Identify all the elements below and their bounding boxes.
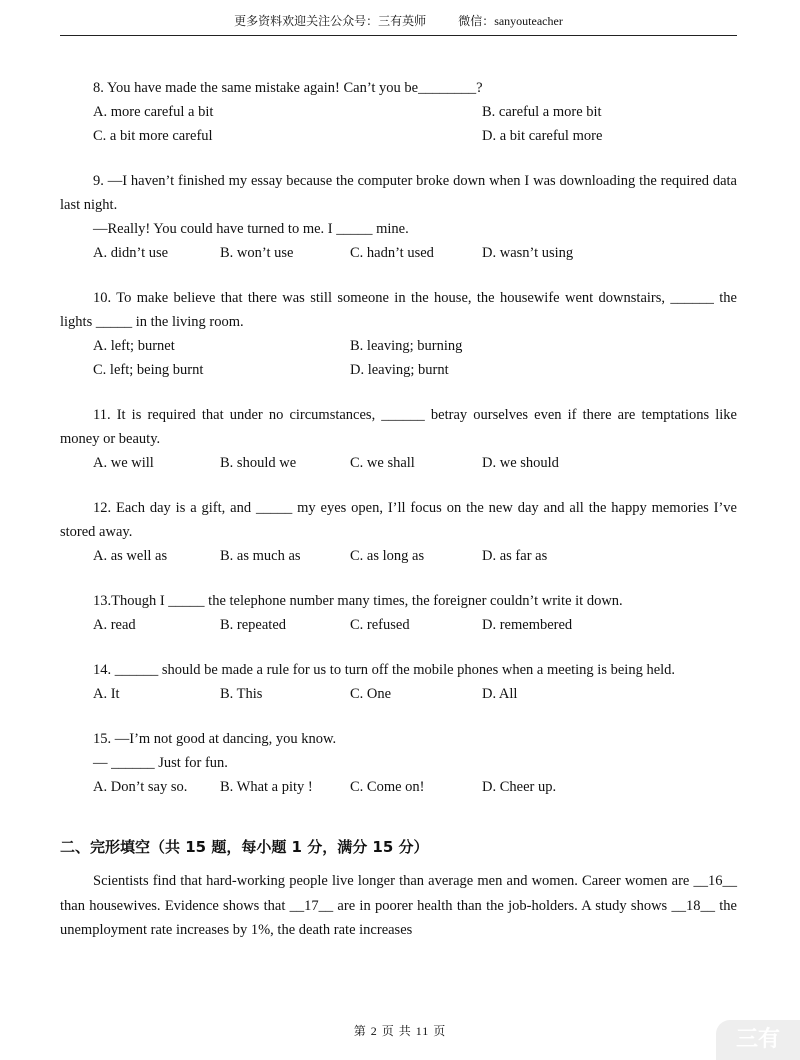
options-row [60,544,737,568]
page-content [60,76,737,943]
question-stem: 15. —I’m not good at dancing, you know. [93,731,337,747]
question-item [60,403,737,475]
answer-option: A. left; burnet [93,338,175,354]
options-row [60,358,737,382]
question-stem: 14. ______ should be made a rule for us to turn off the mobile phones when a meeting is being held. [93,662,676,678]
question-stem: 8. You have made the same mistake again! Can’t you be________? [93,80,483,96]
answer-option: B. leaving; burning [350,338,463,354]
answer-option: D. Cheer up. [482,779,557,795]
options-row [60,451,737,475]
answer-option: C. we shall [350,455,415,471]
question-item [60,658,737,706]
answer-option: B. as much as [220,548,301,564]
question-stem: —Really! You could have turned to me. I _____ mine. [93,221,409,237]
answer-option: C. refused [350,617,410,633]
answer-option: B. won’t use [220,245,294,261]
answer-option: B. What a pity ! [220,779,313,795]
answer-option: C. One [350,686,392,702]
answer-option: A. Don’t say so. [93,779,188,795]
question-stem: 9. —I haven’t finished my essay because the computer broke down when I was downloading the required data last night. [60,173,737,213]
page-header [60,10,737,36]
options-row [60,241,737,265]
answer-option: D. we should [482,455,559,471]
header-left-text: 更多资料欢迎关注公众号：三有英师 [234,14,427,28]
question-item [60,286,737,382]
answer-option: B. repeated [220,617,287,633]
answer-option: A. didn’t use [93,245,169,261]
question-item [60,589,737,637]
question-stem: 10. To make believe that there was still someone in the house, the housewife went downstairs, ______ the lights _____ in the living room. [60,290,737,330]
options-row [60,682,737,706]
answer-option: D. a bit careful more [482,128,603,144]
question-item [60,169,737,265]
question-stem: 11. It is required that under no circumstances, ______ betray ourselves even if there are temptations like money or beauty. [60,407,737,447]
answer-option: D. as far as [482,548,548,564]
options-row [60,334,737,358]
watermark-logo: 三有 [716,1020,800,1060]
question-stem: 12. Each day is a gift, and _____ my eyes open, I’ll focus on the new day and all the happy memories I’ve stored away. [60,500,737,540]
answer-option: D. remembered [482,617,573,633]
answer-option: A. more careful a bit [93,104,214,120]
options-row [60,613,737,637]
question-list [60,76,737,799]
answer-option: C. Come on! [350,779,425,795]
question-item [60,727,737,799]
question-item [60,76,737,148]
answer-option: C. left; being burnt [93,362,204,378]
answer-option: B. should we [220,455,297,471]
answer-option: D. All [482,686,518,702]
answer-option: C. as long as [350,548,425,564]
answer-option: A. we will [93,455,154,471]
answer-option: D. wasn’t using [482,245,574,261]
question-stem: — ______ Just for fun. [93,755,228,771]
question-stem: 13.Though I _____ the telephone number many times, the foreigner couldn’t write it down. [93,593,623,609]
options-row [60,775,737,799]
header-right-text: 微信：sanyouteacher [458,14,563,28]
answer-option: C. a bit more careful [93,128,213,144]
answer-option: A. as well as [93,548,168,564]
cloze-passage: Scientists find that hard-working people live longer than average men and women. Career women are __16__ than housewives. Evidence shows that __17__ are in poorer health than the job-holders. A study shows __18__ the unemployment rate increases by 1%, the death rate increases [60,873,737,938]
answer-option: B. careful a more bit [482,104,602,120]
options-row [60,124,737,148]
answer-option: A. It [93,686,120,702]
answer-option: C. hadn’t used [350,245,434,261]
answer-option: D. leaving; burnt [350,362,449,378]
options-row [60,100,737,124]
section-title: 二、完形填空（共 15 题，每小题 1 分，满分 15 分） [60,838,429,856]
question-item [60,496,737,568]
answer-option: B. This [220,686,263,702]
page-number: 第 2 页 共 11 页 [353,1024,447,1038]
answer-option: A. read [93,617,136,633]
